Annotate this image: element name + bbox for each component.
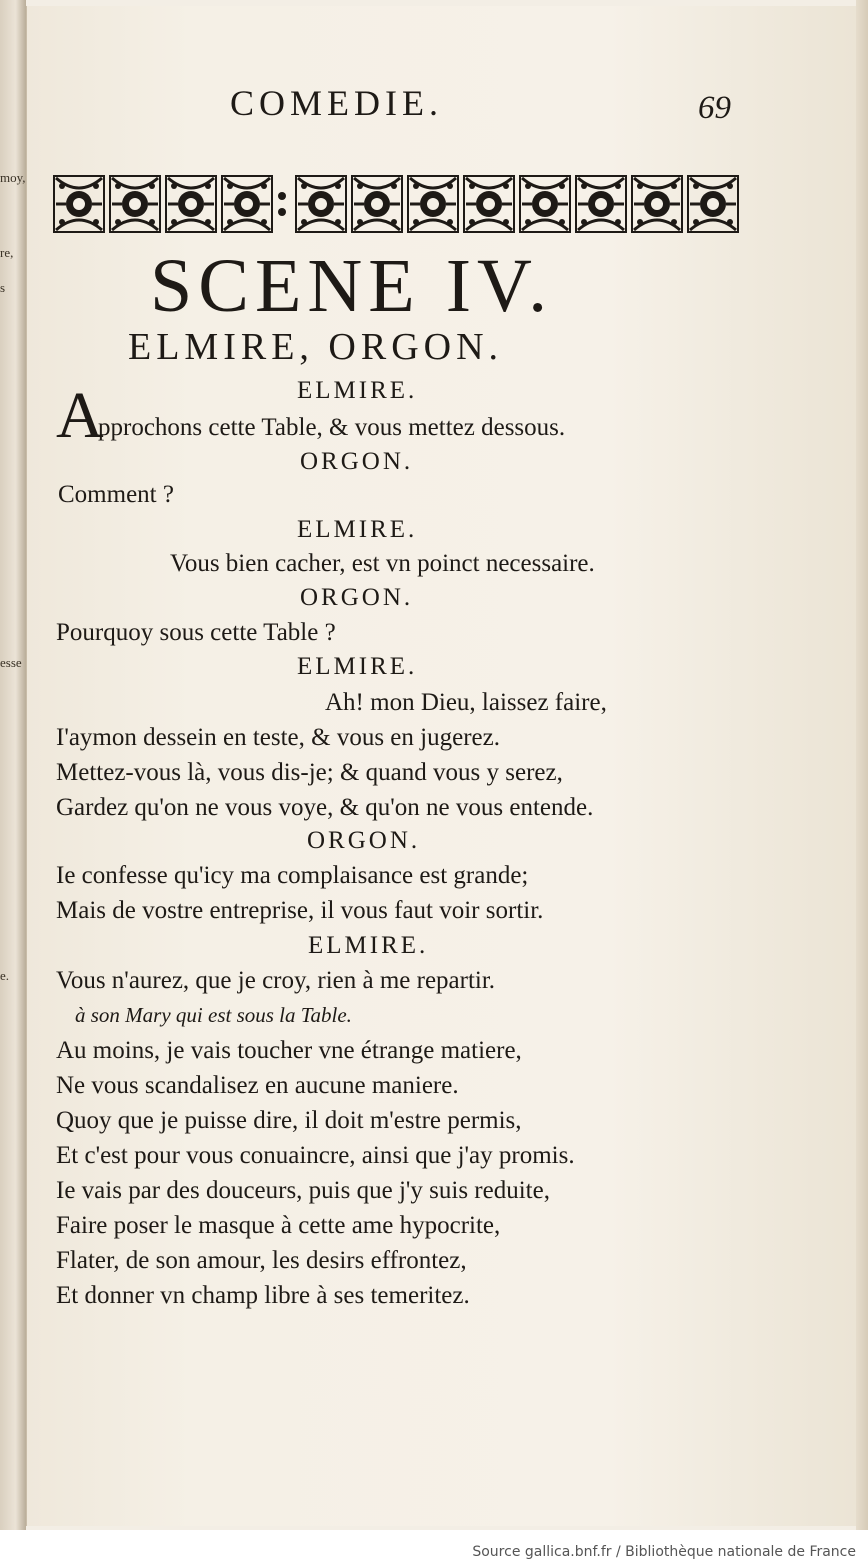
page-edge [856, 0, 868, 1530]
speaker-name: ELMIRE. [297, 653, 418, 680]
speaker-name: ELMIRE. [308, 932, 429, 959]
speaker-name: ORGON. [307, 827, 421, 854]
verse-line: Mais de vostre entreprise, il vous faut voir sortir. [56, 897, 544, 924]
verse-line: Ne vous scandalisez en aucune maniere. [56, 1072, 459, 1099]
verse-line: I'aymon dessein en teste, & vous en jugerez. [56, 724, 500, 751]
source-credit: Source gallica.bnf.fr / Bibliothèque nationale de France [472, 1544, 856, 1560]
speaker-name: ELMIRE. [297, 516, 418, 543]
running-head: COMEDIE. [230, 83, 443, 123]
stage-direction: à son Mary qui est sous la Table. [75, 1003, 352, 1027]
cast-list: ELMIRE, ORGON. [128, 326, 504, 368]
drop-cap: A [56, 379, 104, 452]
speaker-name: ORGON. [300, 584, 414, 611]
verse-line: Vous bien cacher, est vn poinct necessaire. [170, 550, 595, 577]
verse-line: Flater, de son amour, les desirs effrontez, [56, 1247, 467, 1274]
verse-line: Quoy que je puisse dire, il doit m'estre permis, [56, 1107, 522, 1134]
facing-page-edge [0, 0, 26, 1530]
verse-line: Vous n'aurez, que je croy, rien à me repartir. [56, 967, 496, 994]
verse-line: Mettez-vous là, vous dis-je; & quand vous y serez, [56, 759, 563, 786]
verse-line: Ie confesse qu'icy ma complaisance est grande; [56, 862, 529, 889]
verse-line: Faire poser le masque à cette ame hypocrite, [56, 1212, 501, 1239]
ornament-band [52, 168, 742, 240]
margin-fragment: s [0, 280, 6, 295]
margin-fragment: re, [0, 245, 14, 260]
margin-fragment: e. [0, 968, 10, 983]
verse-line: Ie vais par des douceurs, puis que j'y suis reduite, [56, 1177, 550, 1204]
margin-fragment: moy, [0, 170, 26, 185]
verse-line: Ah! mon Dieu, laissez faire, [325, 689, 607, 716]
speaker-name: ORGON. [300, 448, 414, 475]
verse-line: pprochons cette Table, & vous mettez dessous. [98, 414, 566, 441]
scene-title: SCENE IV. [150, 244, 554, 328]
page-number: 69 [698, 90, 731, 126]
verse-line: Et donner vn champ libre à ses temeritez. [56, 1282, 470, 1309]
verse-line: Au moins, je vais toucher vne étrange matiere, [56, 1037, 522, 1064]
margin-fragment: esse [0, 655, 22, 670]
verse-line: Pourquoy sous cette Table ? [56, 619, 336, 646]
verse-line: Gardez qu'on ne vous voye, & qu'on ne vous entende. [56, 794, 594, 821]
verse-line: Et c'est pour vous conuaincre, ainsi que j'ay promis. [56, 1142, 575, 1169]
verse-line: Comment ? [58, 481, 174, 508]
speaker-name: ELMIRE. [297, 377, 418, 404]
